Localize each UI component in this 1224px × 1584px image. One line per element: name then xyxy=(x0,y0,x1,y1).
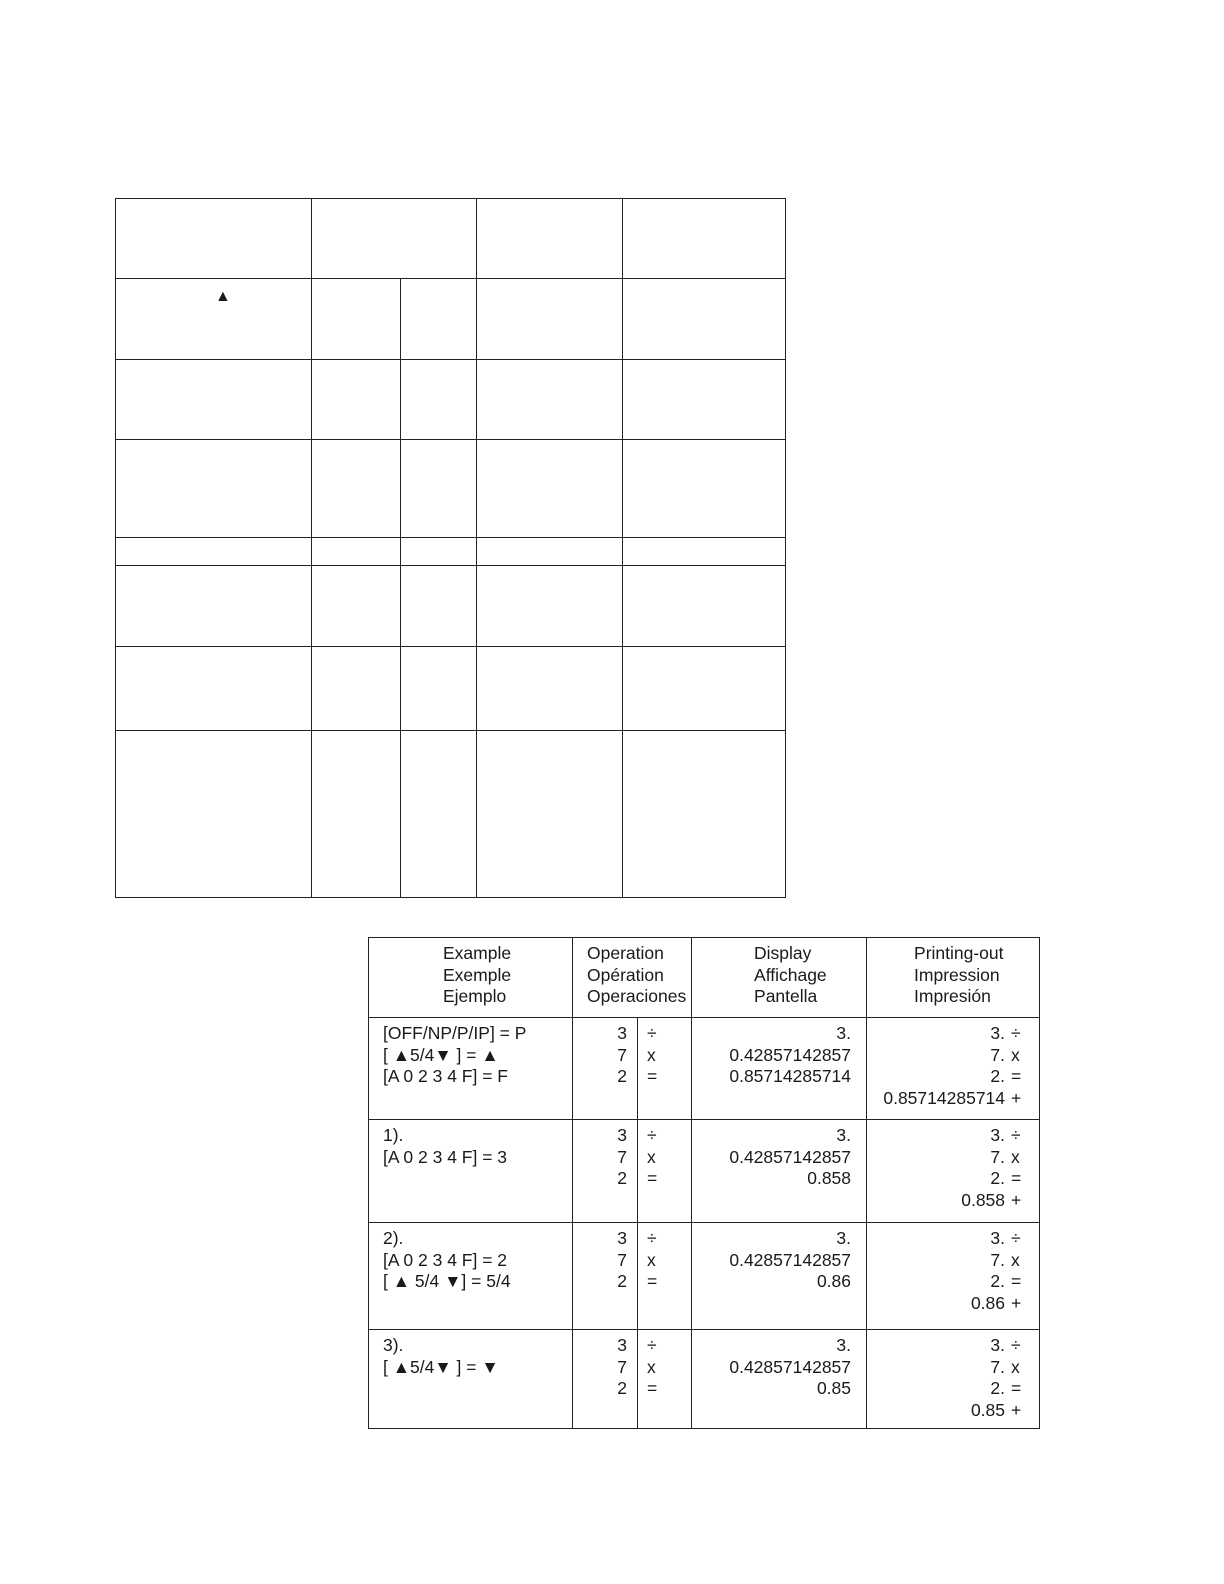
header-printing: Printing-out Impression Impresión xyxy=(867,938,1040,1018)
table-cell xyxy=(401,360,477,440)
table-cell xyxy=(477,360,623,440)
table-row xyxy=(116,538,786,566)
table-cell xyxy=(312,199,477,279)
table-cell xyxy=(116,199,312,279)
example-cell: 1). [A 0 2 3 4 F] = 3 xyxy=(369,1120,573,1223)
table-cell xyxy=(401,731,477,898)
table-cell xyxy=(116,360,312,440)
table-cell xyxy=(401,566,477,647)
table-cell xyxy=(312,566,401,647)
table-cell xyxy=(401,647,477,731)
table-cell xyxy=(477,566,623,647)
table-cell xyxy=(116,647,312,731)
table-cell xyxy=(401,538,477,566)
table-row xyxy=(116,731,786,898)
example-cell: 2). [A 0 2 3 4 F] = 2 [ ▲ 5/4 ▼] = 5/4 xyxy=(369,1223,573,1330)
table-cell xyxy=(623,440,786,538)
table-cell xyxy=(477,440,623,538)
table-cell xyxy=(623,647,786,731)
operation-symbols-cell: ÷ x = xyxy=(638,1120,692,1223)
operation-symbols-cell: ÷ x = xyxy=(638,1018,692,1120)
table-cell xyxy=(116,566,312,647)
table-cell xyxy=(623,199,786,279)
printing-cell: 3. ÷ 7. x 2. = 0.85 + xyxy=(867,1330,1040,1429)
operation-symbols-cell: ÷ x = xyxy=(638,1223,692,1330)
table-cell xyxy=(312,647,401,731)
table-header-row xyxy=(369,938,1040,1018)
display-cell: 3. 0.42857142857 0.858 xyxy=(692,1120,867,1223)
table-cell xyxy=(312,731,401,898)
table-row xyxy=(116,360,786,440)
operation-numbers-cell: 3 7 2 xyxy=(573,1018,638,1120)
table-cell xyxy=(623,731,786,898)
operation-numbers-cell: 3 7 2 xyxy=(573,1120,638,1223)
printing-cell: 3. ÷ 7. x 2. = 0.86 + xyxy=(867,1223,1040,1330)
table-row xyxy=(116,199,786,279)
table-row xyxy=(369,1018,1040,1120)
table-cell xyxy=(116,731,312,898)
empty-grid-table xyxy=(115,198,786,898)
table-cell xyxy=(477,279,623,360)
operation-numbers-cell: 3 7 2 xyxy=(573,1223,638,1330)
table-row xyxy=(369,1120,1040,1223)
display-cell: 3. 0.42857142857 0.85 xyxy=(692,1330,867,1429)
display-cell: 3. 0.42857142857 0.85714285714 xyxy=(692,1018,867,1120)
table-cell xyxy=(312,279,401,360)
table-cell xyxy=(623,566,786,647)
table-cell xyxy=(116,279,312,360)
table-cell xyxy=(116,440,312,538)
operation-numbers-cell: 3 7 2 xyxy=(573,1330,638,1429)
table-cell xyxy=(312,440,401,538)
table-cell xyxy=(401,279,477,360)
triangle-up-icon: ▲ xyxy=(215,288,231,305)
printing-cell: 3. ÷ 7. x 2. = 0.858 + xyxy=(867,1120,1040,1223)
table-cell xyxy=(477,199,623,279)
table-row xyxy=(116,279,786,360)
printing-cell: 3. ÷ 7. x 2. = 0.85714285714 + xyxy=(867,1018,1040,1120)
table-cell xyxy=(477,731,623,898)
table-row xyxy=(116,566,786,647)
table-cell xyxy=(623,279,786,360)
display-cell: 3. 0.42857142857 0.86 xyxy=(692,1223,867,1330)
table-cell xyxy=(623,360,786,440)
table-cell xyxy=(401,440,477,538)
table-row xyxy=(116,647,786,731)
table-cell xyxy=(116,538,312,566)
table-cell xyxy=(312,360,401,440)
example-cell: [OFF/NP/P/IP] = P [ ▲5/4▼ ] = ▲ [A 0 2 3 4 F] = F xyxy=(369,1018,573,1120)
header-display: Display Affichage Pantella xyxy=(692,938,867,1018)
operation-symbols-cell: ÷ x = xyxy=(638,1330,692,1429)
header-example: Example Exemple Ejemplo xyxy=(369,938,573,1018)
table-row xyxy=(369,1330,1040,1429)
table-cell xyxy=(623,538,786,566)
example-table xyxy=(368,937,1040,1429)
example-cell: 3). [ ▲5/4▼ ] = ▼ xyxy=(369,1330,573,1429)
table-row xyxy=(116,440,786,538)
table-row xyxy=(369,1223,1040,1330)
table-cell xyxy=(477,538,623,566)
table-cell xyxy=(312,538,401,566)
header-operation: Operation Opération Operaciones xyxy=(573,938,692,1018)
table-cell xyxy=(477,647,623,731)
